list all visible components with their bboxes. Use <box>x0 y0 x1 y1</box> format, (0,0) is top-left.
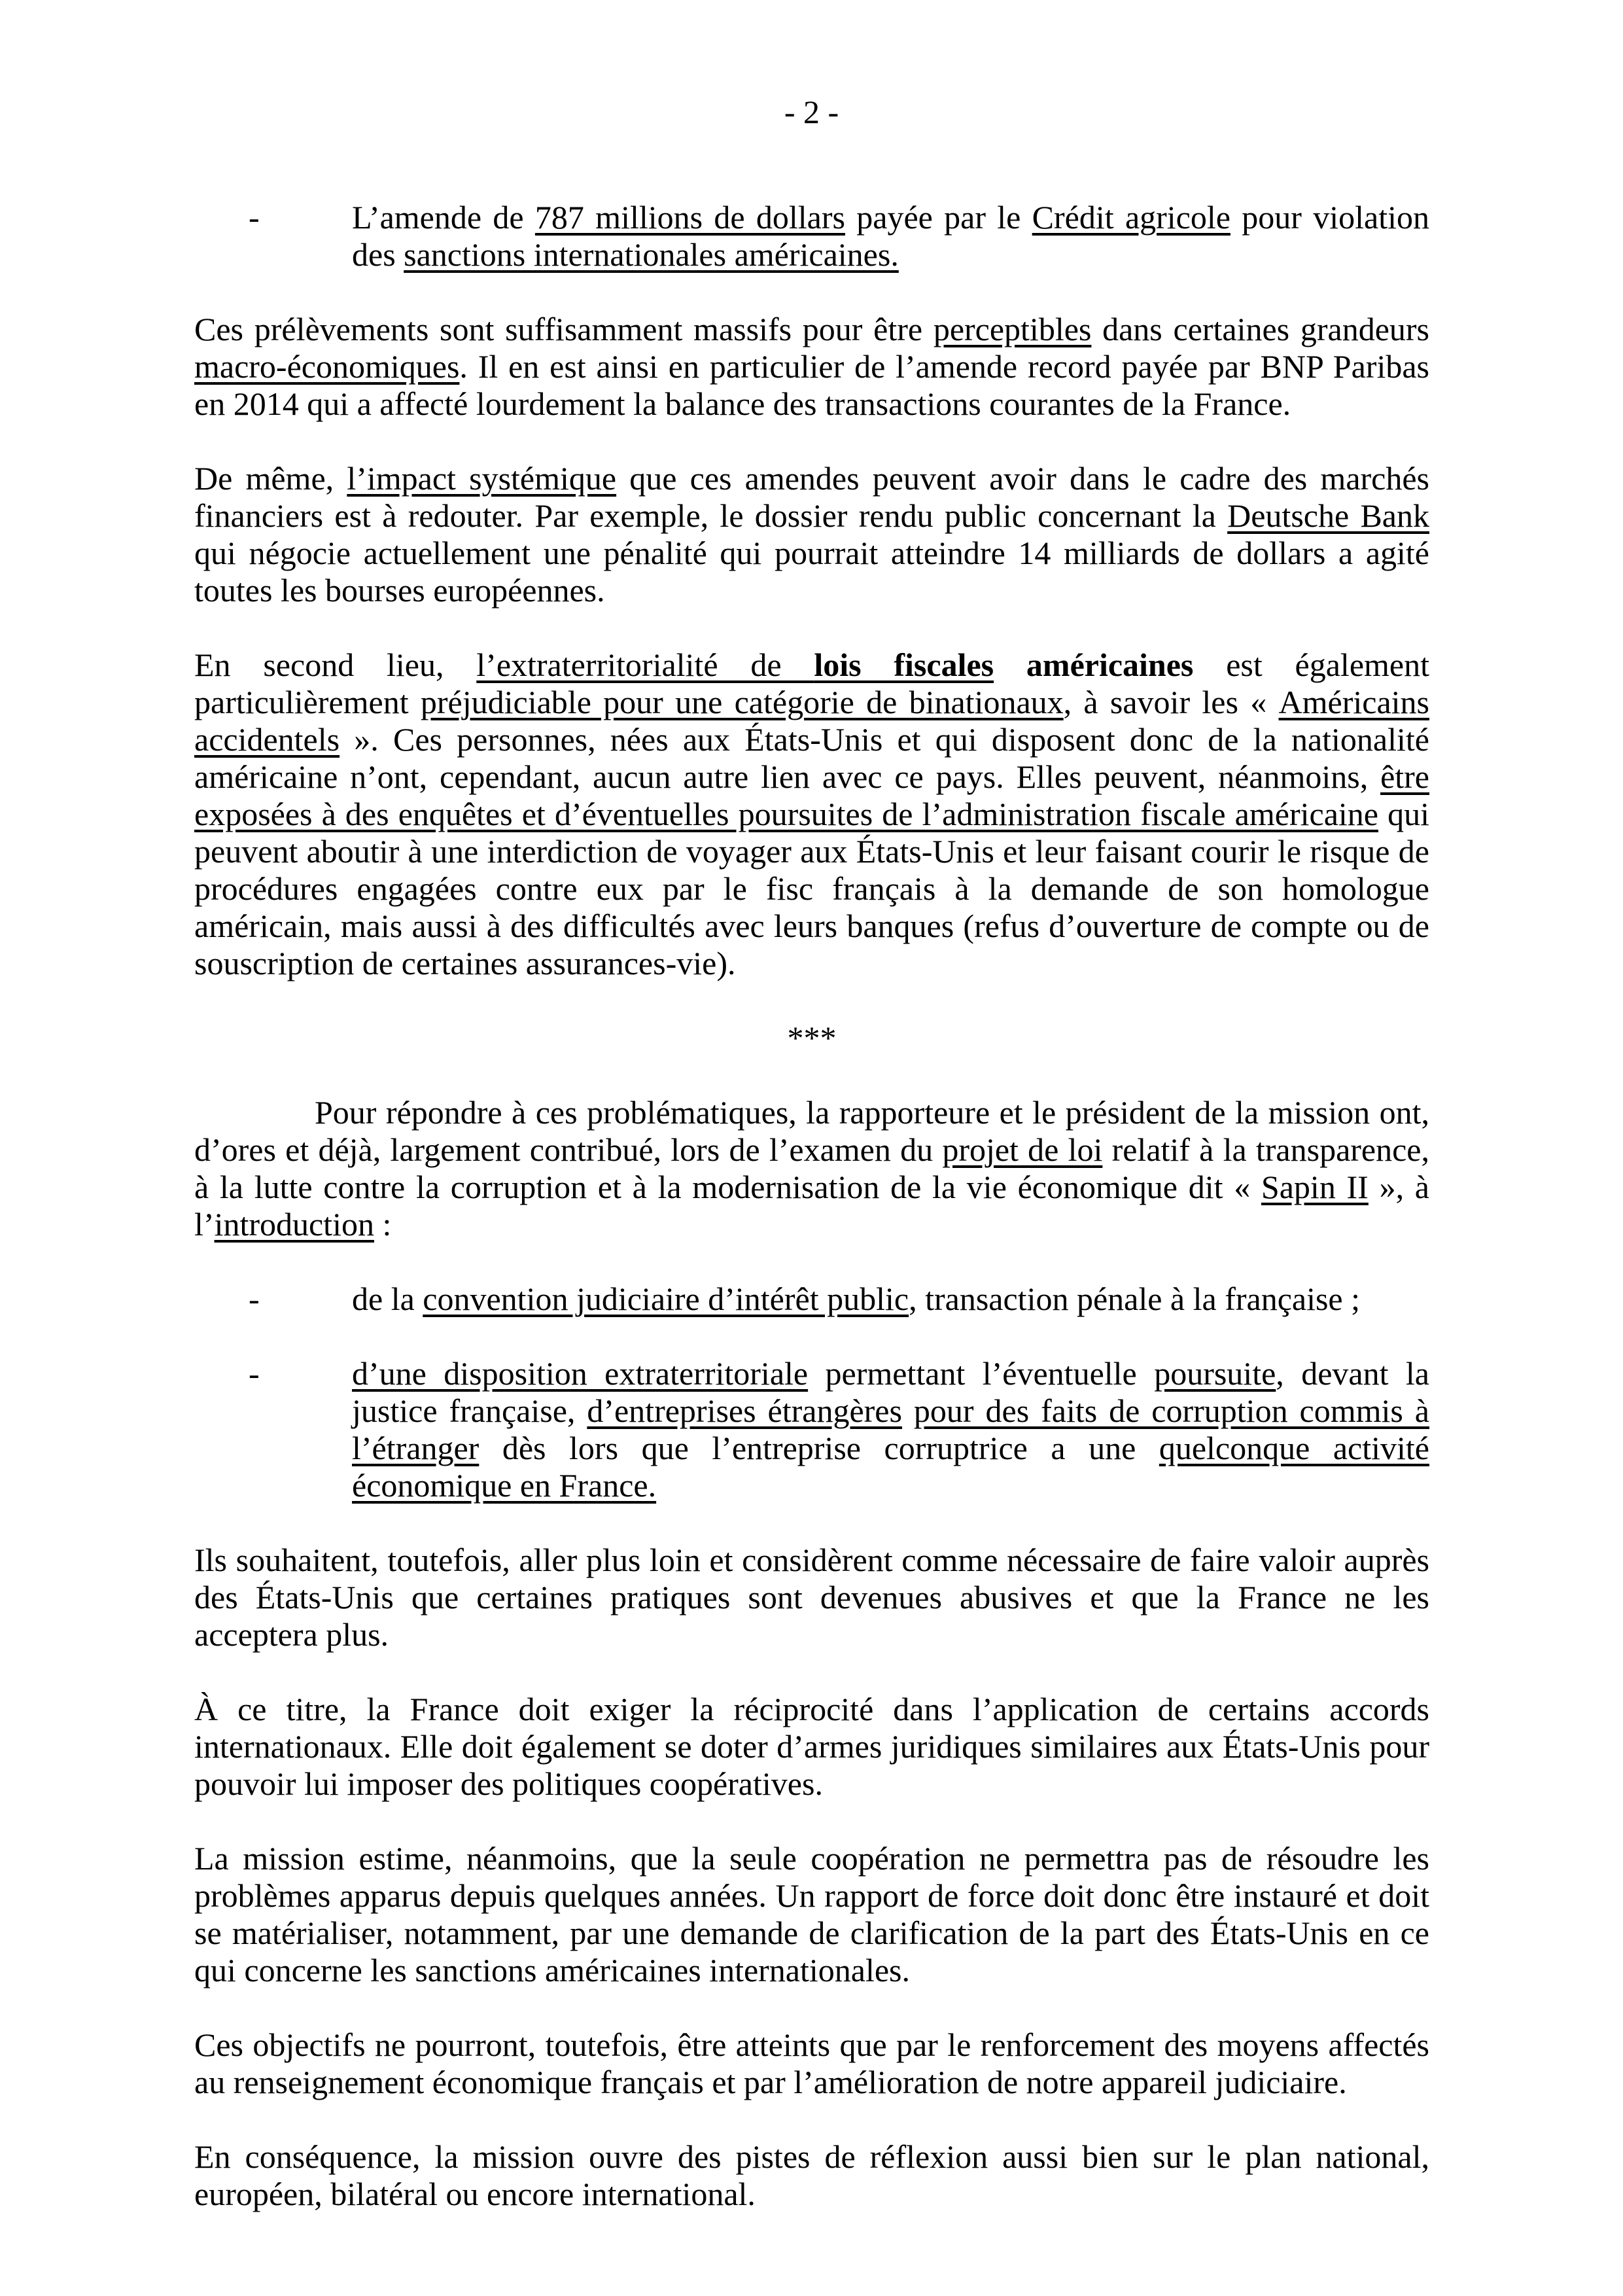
text-run: Ces prélèvements sont suffisamment massifs pour être <box>194 311 934 347</box>
text-run: de la <box>352 1280 423 1317</box>
text-run: Crédit agricole <box>1032 199 1230 236</box>
text-run: payée par le <box>845 199 1032 236</box>
paragraph <box>194 646 1429 982</box>
bullet-text <box>352 1280 1429 1318</box>
bullet-marker: - <box>249 1280 260 1317</box>
document-body <box>194 199 1429 2213</box>
text-run: », à l’ <box>194 1169 1429 1243</box>
text-run: Pour répondre à ces problématiques, la rapporteure et le président de la mission ont, d’ores et déjà, largement contribué, lors de l’examen du <box>194 1094 1429 1168</box>
text-run: , transaction pénale à la française ; <box>909 1280 1361 1317</box>
text-run: En conséquence, la mission ouvre des pistes de réflexion aussi bien sur le plan national, européen, bilatéral ou encore international. <box>194 2138 1429 2212</box>
text-run: l’impact systémique <box>347 460 617 497</box>
bullet-item <box>194 199 1429 274</box>
text-run: est également particulièrement <box>194 646 1429 720</box>
text-run: convention judiciaire d’intérêt public <box>423 1280 909 1317</box>
paragraph <box>194 311 1429 423</box>
text-run: De même, <box>194 460 347 497</box>
paragraph <box>194 1691 1429 1803</box>
text-run: introduction <box>214 1206 374 1243</box>
paragraph <box>194 1840 1429 1989</box>
text-run: L’amende de <box>352 199 535 236</box>
text-run: pour violation des <box>352 199 1429 273</box>
text-run: Sapin II <box>1261 1169 1369 1205</box>
paragraph <box>194 1542 1429 1653</box>
text-run: sanctions internationales américaines. <box>404 236 899 273</box>
text-run: préjudiciable pour une catégorie de binationaux <box>420 684 1064 720</box>
text-run: La mission estime, néanmoins, que la seule coopération ne permettra pas de résoudre les problèmes apparus depuis quelques années. Un rapport de force doit donc être instauré et doit se matérialiser, notamment, par une demande de clarification de la part des États-Unis en ce qui concerne les sanctions américaines internationales. <box>194 1840 1429 1988</box>
text-run: 787 millions de dollars <box>534 199 845 236</box>
text-run: lois fiscales <box>814 646 994 683</box>
text-run: : <box>374 1206 392 1243</box>
text-run: Deutsche Bank <box>1227 497 1429 534</box>
text-run: En second lieu, <box>194 646 477 683</box>
text-run: pour des faits de corruption commis à l’étranger <box>352 1392 1429 1466</box>
text-run: Américains accidentels <box>194 684 1429 758</box>
text-run: macro-économiques <box>194 348 460 385</box>
text-run: être exposées à des enquêtes et d’éventuelles poursuites de l’administration fiscale américaine <box>194 758 1429 832</box>
text-run: quelconque activité économique en France. <box>352 1430 1429 1504</box>
text-run: Ces objectifs ne pourront, toutefois, être atteints que par le renforcement des moyens affectés au renseignement économique français et par l’amélioration de notre appareil judiciaire. <box>194 2026 1429 2100</box>
paragraph <box>194 2138 1429 2213</box>
text-run: d’une disposition extraterritoriale <box>352 1355 809 1392</box>
bullet-item <box>194 1280 1429 1318</box>
bullet-marker: - <box>249 1355 260 1392</box>
page-number: - 2 - <box>784 94 839 130</box>
text-run: dans certaines grandeurs <box>1091 311 1429 347</box>
text-run: , devant la justice française, <box>352 1355 1429 1429</box>
bullet-text <box>352 199 1429 274</box>
text-run: . Il en est ainsi en particulier de l’amende record payée par BNP Paribas en 2014 qui a affecté lourdement la balance des transactions courantes de la France. <box>194 348 1429 422</box>
text-run: Ils souhaitent, toutefois, aller plus loin et considèrent comme nécessaire de faire valoir auprès des États-Unis que certaines pratiques sont devenues abusives et que la France ne les acceptera plus. <box>194 1542 1429 1653</box>
bullet-marker: - <box>249 199 260 236</box>
text-run: qui peuvent aboutir à une interdiction de voyager aux États-Unis et leur faisant courir le risque de procédures engagées contre eux par le fisc français à la demande de son homologue américain, mais aussi à des difficultés avec leurs banques (refus d’ouverture de compte ou de souscription de certaines assurances-vie). <box>194 796 1429 981</box>
bullet-item <box>194 1355 1429 1504</box>
text-run: permettant l’éventuelle <box>808 1355 1155 1392</box>
text-run: À ce titre, la France doit exiger la réciprocité dans l’application de certains accords internationaux. Elle doit également se doter d’armes juridiques similaires aux États-Unis pour pouvoir lui imposer des politiques coopératives. <box>194 1691 1429 1802</box>
paragraph <box>194 1094 1429 1243</box>
section-separator: *** <box>787 1019 837 1056</box>
text-run: ». Ces personnes, nées aux États-Unis et qui disposent donc de la nationalité américaine n’ont, cependant, aucun autre lien avec ce pays. Elles peuvent, néanmoins, <box>194 721 1429 795</box>
text-run: l’extraterritorialité de <box>476 646 814 683</box>
paragraph <box>194 460 1429 609</box>
text-run: qui négocie actuellement une pénalité qui pourrait atteindre 14 milliards de dollars a agité toutes les bourses européennes. <box>194 535 1429 609</box>
text-run: que ces amendes peuvent avoir dans le cadre des marchés financiers est à redouter. Par exemple, le dossier rendu public concernant la <box>194 460 1430 534</box>
text-run: d’entreprises étrangères <box>587 1392 902 1429</box>
text-run: relatif à la transparence, à la lutte contre la corruption et à la modernisation de la vie économique dit « <box>194 1131 1429 1205</box>
text-run: projet de loi <box>942 1131 1103 1168</box>
paragraph <box>194 2026 1429 2101</box>
text-run <box>902 1392 914 1429</box>
text-run: perceptibles <box>933 311 1092 347</box>
text-run: poursuite <box>1154 1355 1276 1392</box>
text-run: dès lors que l’entreprise corruptrice a une <box>479 1430 1159 1466</box>
bullet-text <box>352 1355 1429 1504</box>
text-run: américaines <box>994 646 1194 683</box>
text-run: , à savoir les « <box>1063 684 1279 720</box>
